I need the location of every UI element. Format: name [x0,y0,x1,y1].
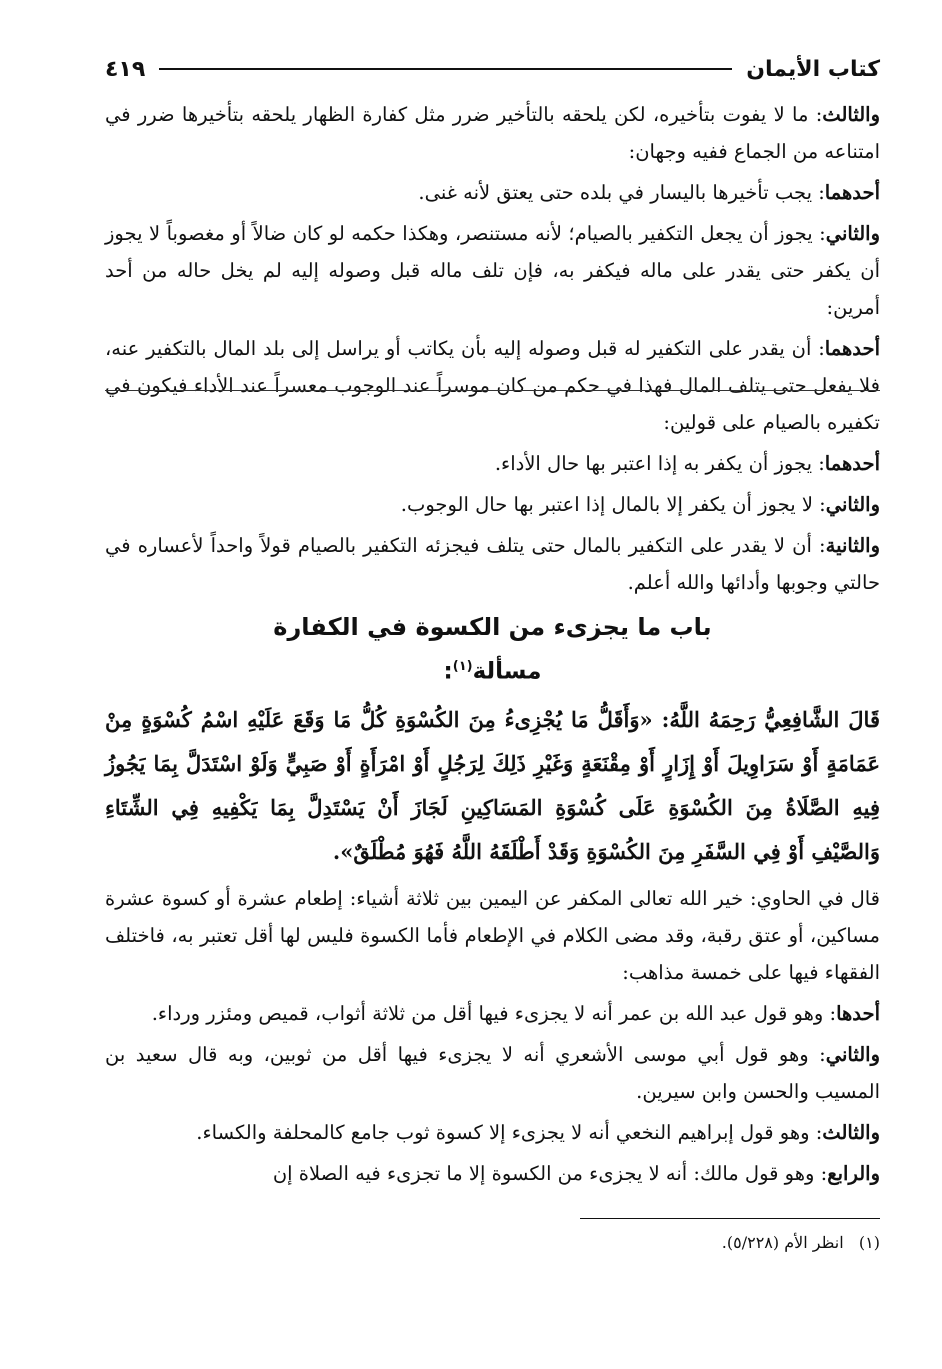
issue-title-colon: : [443,658,453,685]
strike-through-line [105,390,880,391]
book-page [105,48,880,1257]
paragraph-second-saying [105,486,880,523]
shafii-quote: قَالَ الشَّافِعِيُّ رَحِمَهُ اللَّهُ: «وَأَقَلُّ مَا يُجْزِىءُ مِنَ الكُسْوَةِ كُلُّ مَا وَقَعَ عَلَيْهِ اسْمُ كُسْوَةٍ مِنْ عَمَامَةٍ أَوْ سَرَاوِيلَ أَوْ إِزَارٍ أَوْ مِقْنَعَةٍ وَغَيْرِ ذَلِكَ لِرَجُلٍ أَوْ امْرَأَةٍ أَوْ صَبِيٍّ وَلَوْ اسْتَدَلَّ بِمَا يَجُوزُ فِيهِ الصَّلَاةُ مِنَ الكُسْوَةِ عَلَى كُسْوَةِ المَسَاكِينِ لَجَازَ أَنْ يَسْتَدِلَّ بِمَا يَكْفِيهِ فِي الشِّتَاءِ وَالصَّيْفِ أَوْ فِي السَّفَرِ مِنَ الكُسْوَةِ وَقَدْ أَطْلَقَهُ اللَّهُ فَهُوَ مُطْلَقٌ». [105,706,880,864]
paragraph-text: : يجب تأخيرها باليسار في بلده حتى يعتق لأنه غنى. [418,181,825,204]
madhhab-second [105,1036,880,1110]
madhhab-first [105,995,880,1032]
book-title: كتاب الأيمان [746,56,880,82]
paragraph-lead: والثانية [825,534,880,557]
paragraph-first-view [105,174,880,211]
madhhab-fourth [105,1155,880,1192]
footnote [105,1229,880,1257]
paragraph-lead: أحدهما [824,452,880,475]
header-rule [159,68,732,70]
issue-title [105,647,880,692]
paragraph-lead: والثالث [822,103,880,126]
paragraph-text: : وهو قول مالك: أنه لا يجزىء من الكسوة إلا ما تجزىء فيه الصلاة إن [272,1161,828,1185]
paragraph-text: : لا يجوز أن يكفر إلا بالمال إذا اعتبر بها حال الوجوب. [400,493,826,516]
paragraph-lead: أحدهما [824,181,880,204]
paragraph-second-view [105,215,880,326]
footnote-text: انظر الأم (٥/٢٢٨). [721,1232,844,1252]
paragraph-third-case [105,96,880,170]
footnote-reference: (١) [452,659,473,674]
paragraph-first-saying [105,445,880,482]
paragraph-lead: أحدها [836,1001,880,1025]
paragraph-lead: والرابع [827,1161,880,1185]
paragraph-text: : يجوز أن يكفر به إذا اعتبر بها حال الأداء. [494,452,825,475]
paragraph-lead: والثاني [825,493,880,516]
issue-title-text: مسألة [472,658,542,685]
footnote-rule [580,1218,880,1219]
paragraph-text: : ما لا يفوت بتأخيره، لكن يلحقه بالتأخير ضرر مثل كفارة الظهار يلحقه بتأخيرها ضرر في امتناعه من الجماع ففيه وجهان: [105,103,880,163]
chapter-title: باب ما يجزىء من الكسوة في الكفارة [273,613,712,641]
page-number: ٤١٩ [105,56,146,82]
paragraph-second-matter [105,527,880,601]
footnote-marker: (١) [858,1232,880,1252]
paragraph-text: : وهو قول إبراهيم النخعي أنه لا يجزىء إلا كسوة ثوب جامع كالمحلفة والكساء. [196,1120,823,1144]
paragraph-text: : يجوز أن يجعل التكفير بالصيام؛ لأنه مستنصر، وهكذا حكمه لو كان ضالاً أو مغصوباً لا يجوز أن يكفر حتى يقدر على ماله فيكفر به، فإن تلف ماله قبل وصوله إليه لم يخل حاله من أحد أمرين: [105,222,880,319]
hawi-intro: قال في الحاوي: خير الله تعالى المكفر عن اليمين بين ثلاثة أشياء: إطعام عشرة أو كسوة عشرة مساكين، أو عتق رقبة، وقد مضى الكلام في الإطعام فأما الكسوة فليس لها أقل تعتبر به، فاختلف الفقهاء فيها على خمسة مذاهب: [105,886,880,984]
paragraph-lead: والثاني [825,1042,880,1066]
paragraph-text: : وهو قول أبي موسى الأشعري أنه لا يجزىء فيها أقل من ثوبين، وبه قال سعيد بن المسيب والحسن وابن سيرين. [105,1042,880,1103]
paragraph-first-matter [105,330,880,441]
paragraph-lead: أحدهما [824,337,880,360]
paragraph-text: : وهو قول عبد الله بن عمر أنه لا يجزىء فيها أقل من ثلاثة أثواب، قميص ومئزر ورداء. [151,1001,837,1025]
paragraph-lead: والثالث [822,1120,880,1144]
page-header [105,48,880,90]
madhhab-third [105,1114,880,1151]
paragraph-lead: والثاني [825,222,880,245]
paragraph-text: : أن يقدر على التكفير له قبل وصوله إليه بأن يكاتب أو يراسل إلى بلد المال بالتكفير عنه، فلا يفعل حتى يتلف المال فهذا في حكم من كان موسراً عند الوجوب معسراً عند الأداء فيكون في تكفيره بالصيام على قولين: [105,337,880,434]
paragraph-text: : أن لا يقدر على التكفير بالمال حتى يتلف فيجزئه التكفير بالصيام قولاً واحداً لأعساره في حالتي وجوبها وأدائها والله أعلم. [105,534,880,594]
